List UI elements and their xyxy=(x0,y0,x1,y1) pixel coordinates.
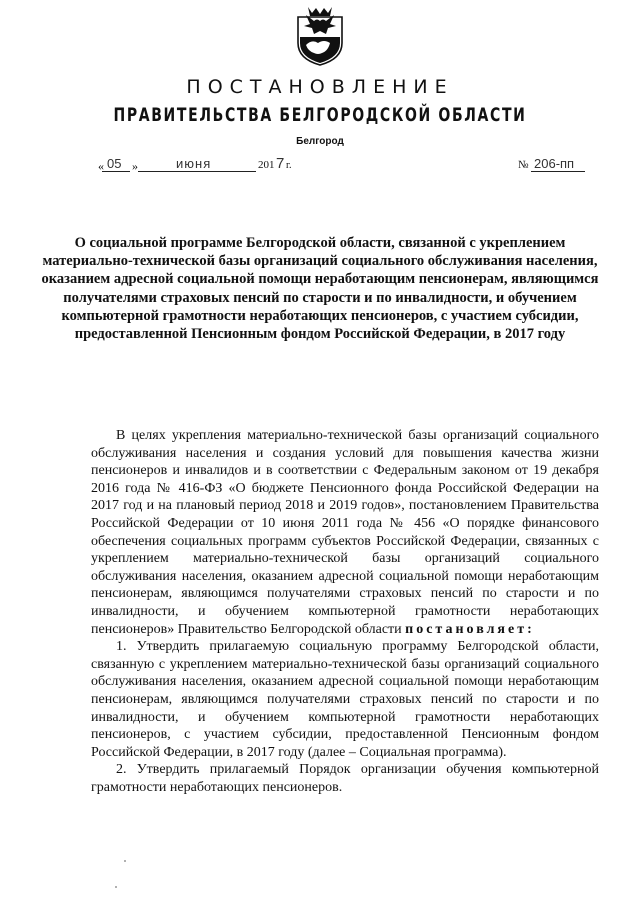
month-underline xyxy=(138,171,256,172)
date-day: 05 xyxy=(107,156,122,171)
scan-speck xyxy=(124,860,126,862)
date-year-prefix: 201 xyxy=(258,159,275,171)
number-underline xyxy=(531,171,585,172)
scan-speck xyxy=(115,886,117,888)
number-label: № xyxy=(518,159,529,171)
quote-open: « xyxy=(98,159,104,173)
document-type-title: ПОСТАНОВЛЕНИЕ xyxy=(186,76,454,98)
date-year-suffix: 7 xyxy=(276,155,285,172)
document-number: 206-пп xyxy=(534,156,575,171)
issuer-title: ПРАВИТЕЛЬСТВА БЕЛГОРОДСКОЙ ОБЛАСТИ xyxy=(113,104,527,126)
quote-close: » xyxy=(132,159,138,173)
item-2-paragraph: 2. Утвердить прилагаемый Порядок организации обучения компьютерной грамотности неработающих пенсионеров. xyxy=(91,762,599,795)
day-underline xyxy=(102,171,130,172)
coat-of-arms-icon xyxy=(294,3,346,67)
decree-word: постановляет: xyxy=(405,621,535,637)
date-year-unit: г. xyxy=(286,160,292,171)
preamble-text: В целях укрепления материально-технической базы организаций социального обслуживания населения и создания условий для повышения качества жизни пенсионеров и инвалидов и в соответствии с Федеральным законом от 19 декабря 2016 года № 416-ФЗ «О бюджете Пенсионного фонда Российской Федерации на 2017 год и на плановый период 2018 и 2019 годов», постановлением Правительства Российской Федерации от 10 июня 2011 года № 456 «О порядке финансового обеспечения социальных программ субъектов Российской Федерации, связанных с укреплением материально-технической базы организаций социального обслуживания населения, оказанием адресной социальной помощи неработающим пенсионерам, являющимся получателями страховых пенсий по старости и по инвалидности, и обучением компьютерной грамотности неработающих пенсионеров» Правительство Белгородской области xyxy=(91,428,599,637)
document-body xyxy=(91,427,599,796)
preamble-paragraph xyxy=(91,427,599,638)
date-and-number-line xyxy=(98,156,590,178)
document-subject: О социальной программе Белгородской области, связанной с укреплением материально-технической базы организаций социального обслуживания населения, оказанием адресной социальной помощи неработающим пенсионерам, являющимся получателями страховых пенсий по старости и по инвалидности, и обучением компьютерной грамотности неработающих пенсионеров, с участием субсидии, предоставленной Пенсионным фондом Российской Федерации, в 2017 году xyxy=(41,235,599,343)
item-1-paragraph: 1. Утвердить прилагаемую социальную программу Белгородской области, связанную с укреплением материально-технической базы организаций социального обслуживания населения, оказанием адресной социальной помощи неработающим пенсионерам, являющимся получателями страховых пенсий по старости и по инвалидности, и обучением компьютерной грамотности неработающих пенсионеров, с участием субсидии, предоставленной Пенсионным фондом Российской Федерации, в 2017 году (далее – Социальная программа). xyxy=(91,639,599,760)
date-month: июня xyxy=(176,156,212,171)
city-name: Белгород xyxy=(296,136,344,147)
